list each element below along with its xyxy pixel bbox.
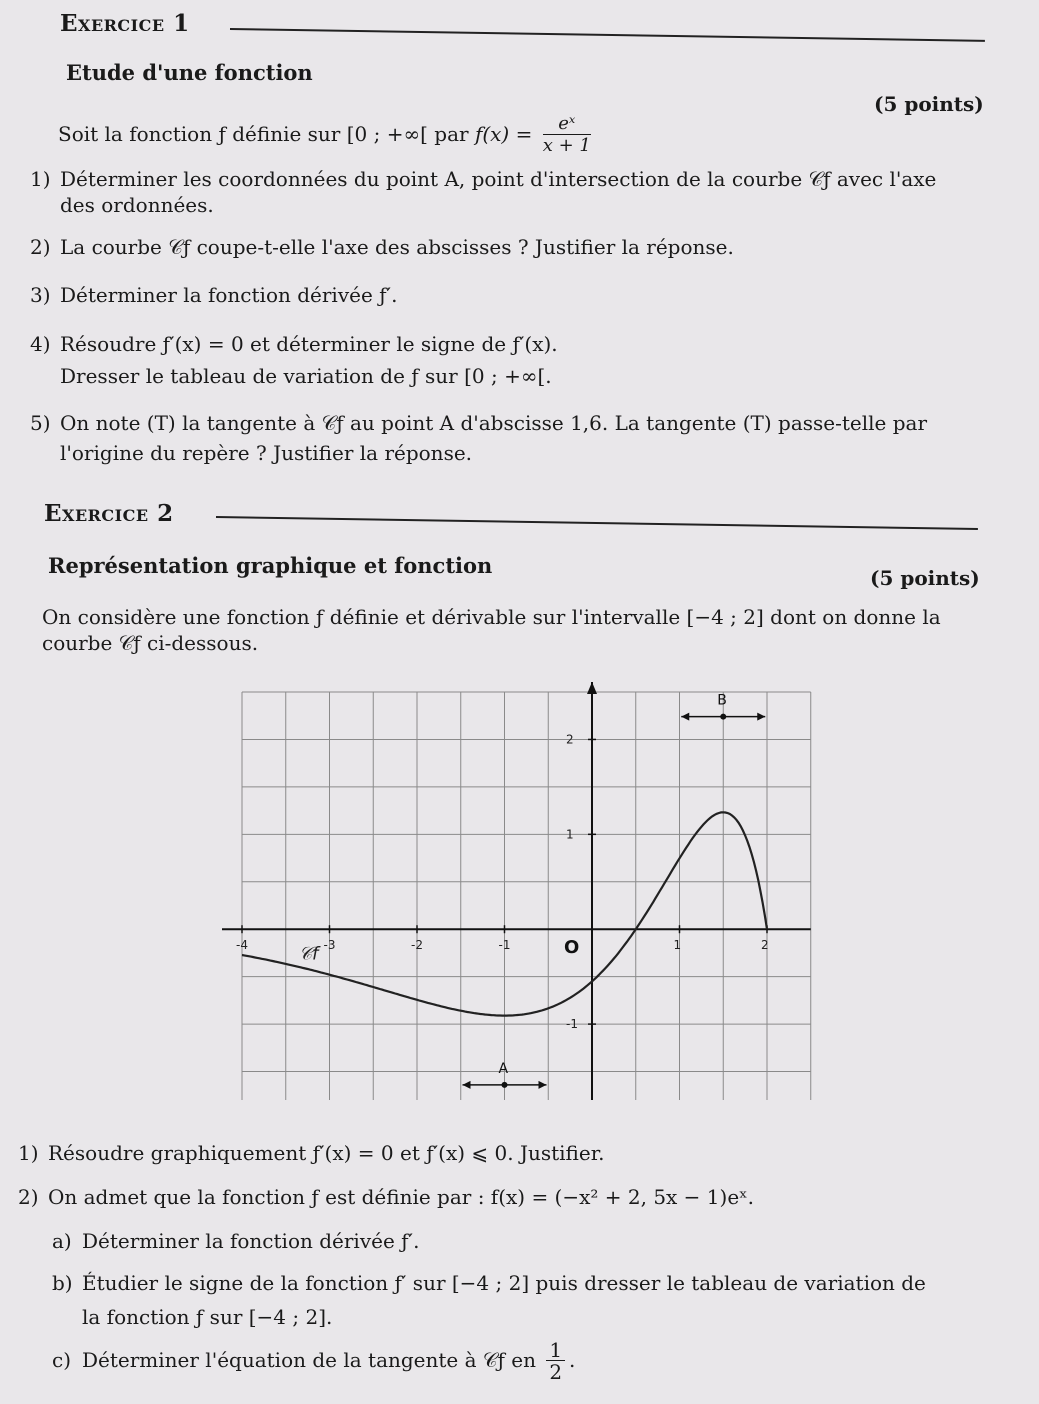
y-tick-label: 1 <box>566 827 574 842</box>
function-fraction <box>543 114 591 157</box>
curve-label: 𝒞f <box>298 943 319 965</box>
ex2-question-2c: c) Déterminer l'équation de la tangente à 𝒞ƒ en $\frac{1}{2}$ . <box>52 1338 576 1384</box>
function-graph <box>200 680 820 1110</box>
question-number: 3) <box>30 283 51 307</box>
x-tick-label: -3 <box>323 938 336 953</box>
question-text: Étudier le signe de la fonction ƒ′ sur [−4 ; 2] puis dresser le tableau de variation de <box>82 1271 926 1295</box>
tangent-arrow-right <box>757 713 765 721</box>
intro-text: Soit la fonction ƒ définie sur [0 ; +∞[ par <box>58 122 475 146</box>
tangent-arrow-left <box>463 1081 471 1089</box>
question-number: 1) <box>18 1141 39 1165</box>
x-tick-label: -1 <box>498 938 511 953</box>
graph-points <box>463 693 766 1089</box>
ex1-question-4 <box>30 328 990 392</box>
point-marker <box>720 714 726 720</box>
question-text-cont: des ordonnées. <box>60 193 214 217</box>
exercise2-points: (5 points) <box>870 566 980 590</box>
question-text: Résoudre ƒ′(x) = 0 et déterminer le signe de ƒ′(x). <box>60 332 558 356</box>
tangent-arrow-right <box>539 1081 547 1089</box>
question-letter: b) <box>52 1271 73 1295</box>
question-letter: c) <box>52 1348 72 1372</box>
x-tick-label: -4 <box>236 938 248 953</box>
graph-grid <box>242 692 811 1100</box>
question-text: Déterminer l'équation de la tangente à 𝒞ƒ en <box>82 1348 543 1372</box>
ex2-question-2b <box>52 1266 1022 1334</box>
y-tick-label: 2 <box>566 732 574 747</box>
origin-label: O <box>564 937 580 959</box>
exercise2-rule <box>216 516 978 530</box>
point-label: B <box>717 692 727 709</box>
question-text: Déterminer les coordonnées du point A, point d'intersection de la courbe 𝒞ƒ avec l'axe <box>60 167 937 191</box>
question-text: On note (T) la tangente à 𝒞ƒ au point A d'abscisse 1,6. La tangente (T) passe-telle par <box>60 411 928 435</box>
question-letter: a) <box>52 1229 72 1253</box>
question-text-cont: la fonction ƒ sur [−4 ; 2]. <box>82 1305 333 1329</box>
tangent-arrow-left <box>681 713 689 721</box>
question-text: La courbe 𝒞ƒ coupe-t-elle l'axe des abscisses ? Justifier la réponse. <box>60 235 734 259</box>
point-marker <box>502 1082 508 1088</box>
y-tick-label: -1 <box>566 1017 578 1032</box>
ex2-question-1 <box>18 1140 1008 1166</box>
question-text: Déterminer la fonction dérivée ƒ′. <box>60 283 398 307</box>
half-fraction <box>546 1340 565 1383</box>
exercise1-intro <box>58 114 595 157</box>
x-tick-label: 2 <box>761 938 769 953</box>
ex1-question-3 <box>30 282 990 308</box>
y-axis-arrow <box>587 682 597 694</box>
fraction-numerator: eˣ <box>543 114 591 135</box>
exercise1-rule <box>230 28 985 42</box>
exercise1-points: (5 points) <box>874 92 984 116</box>
fraction-numerator: 1 <box>546 1340 565 1361</box>
graph-axes <box>222 682 811 1100</box>
question-number: 2) <box>18 1185 39 1209</box>
exercise1-subtitle: Etude d'une fonction <box>66 60 313 85</box>
fraction-denominator: x + 1 <box>542 135 591 156</box>
exercise1-title: Exercice 1 <box>60 10 190 37</box>
intro-line-1: On considère une fonction ƒ définie et dérivable sur l'intervalle [−4 ; 2] dont on donne la <box>42 605 941 629</box>
ex2-question-2a <box>52 1228 1012 1254</box>
point-label: A <box>498 1060 509 1077</box>
function-lhs: f(x) = <box>474 122 539 146</box>
x-tick-label: -2 <box>411 938 423 953</box>
exercise2-title: Exercice 2 <box>44 500 174 527</box>
exercise2-subtitle: Représentation graphique et fonction <box>48 553 493 578</box>
x-tick-label: 1 <box>673 938 682 953</box>
ex1-question-1 <box>30 166 990 218</box>
question-number: 5) <box>30 411 51 435</box>
question-text: On admet que la fonction ƒ est définie par : f(x) = (−x² + 2, 5x − 1)eˣ. <box>48 1185 754 1209</box>
ex2-question-2 <box>18 1184 1018 1210</box>
question-number: 1) <box>30 167 51 191</box>
fraction-denominator: 2 <box>549 1360 563 1384</box>
question-number: 4) <box>30 332 51 356</box>
question-text-cont: l'origine du repère ? Justifier la réponse. <box>60 441 473 465</box>
question-text: Résoudre graphiquement ƒ′(x) = 0 et ƒ′(x) ⩽ 0. Justifier. <box>48 1141 605 1165</box>
question-text: Déterminer la fonction dérivée ƒ′. <box>82 1229 420 1253</box>
question-number: 2) <box>30 235 51 259</box>
ex1-question-2 <box>30 234 990 260</box>
intro-line-2: courbe 𝒞ƒ ci-dessous. <box>42 631 259 655</box>
ex1-question-5 <box>30 408 1005 468</box>
question-text-cont: Dresser le tableau de variation de ƒ sur [0 ; +∞[. <box>60 364 552 388</box>
exercise2-intro <box>42 604 1002 656</box>
